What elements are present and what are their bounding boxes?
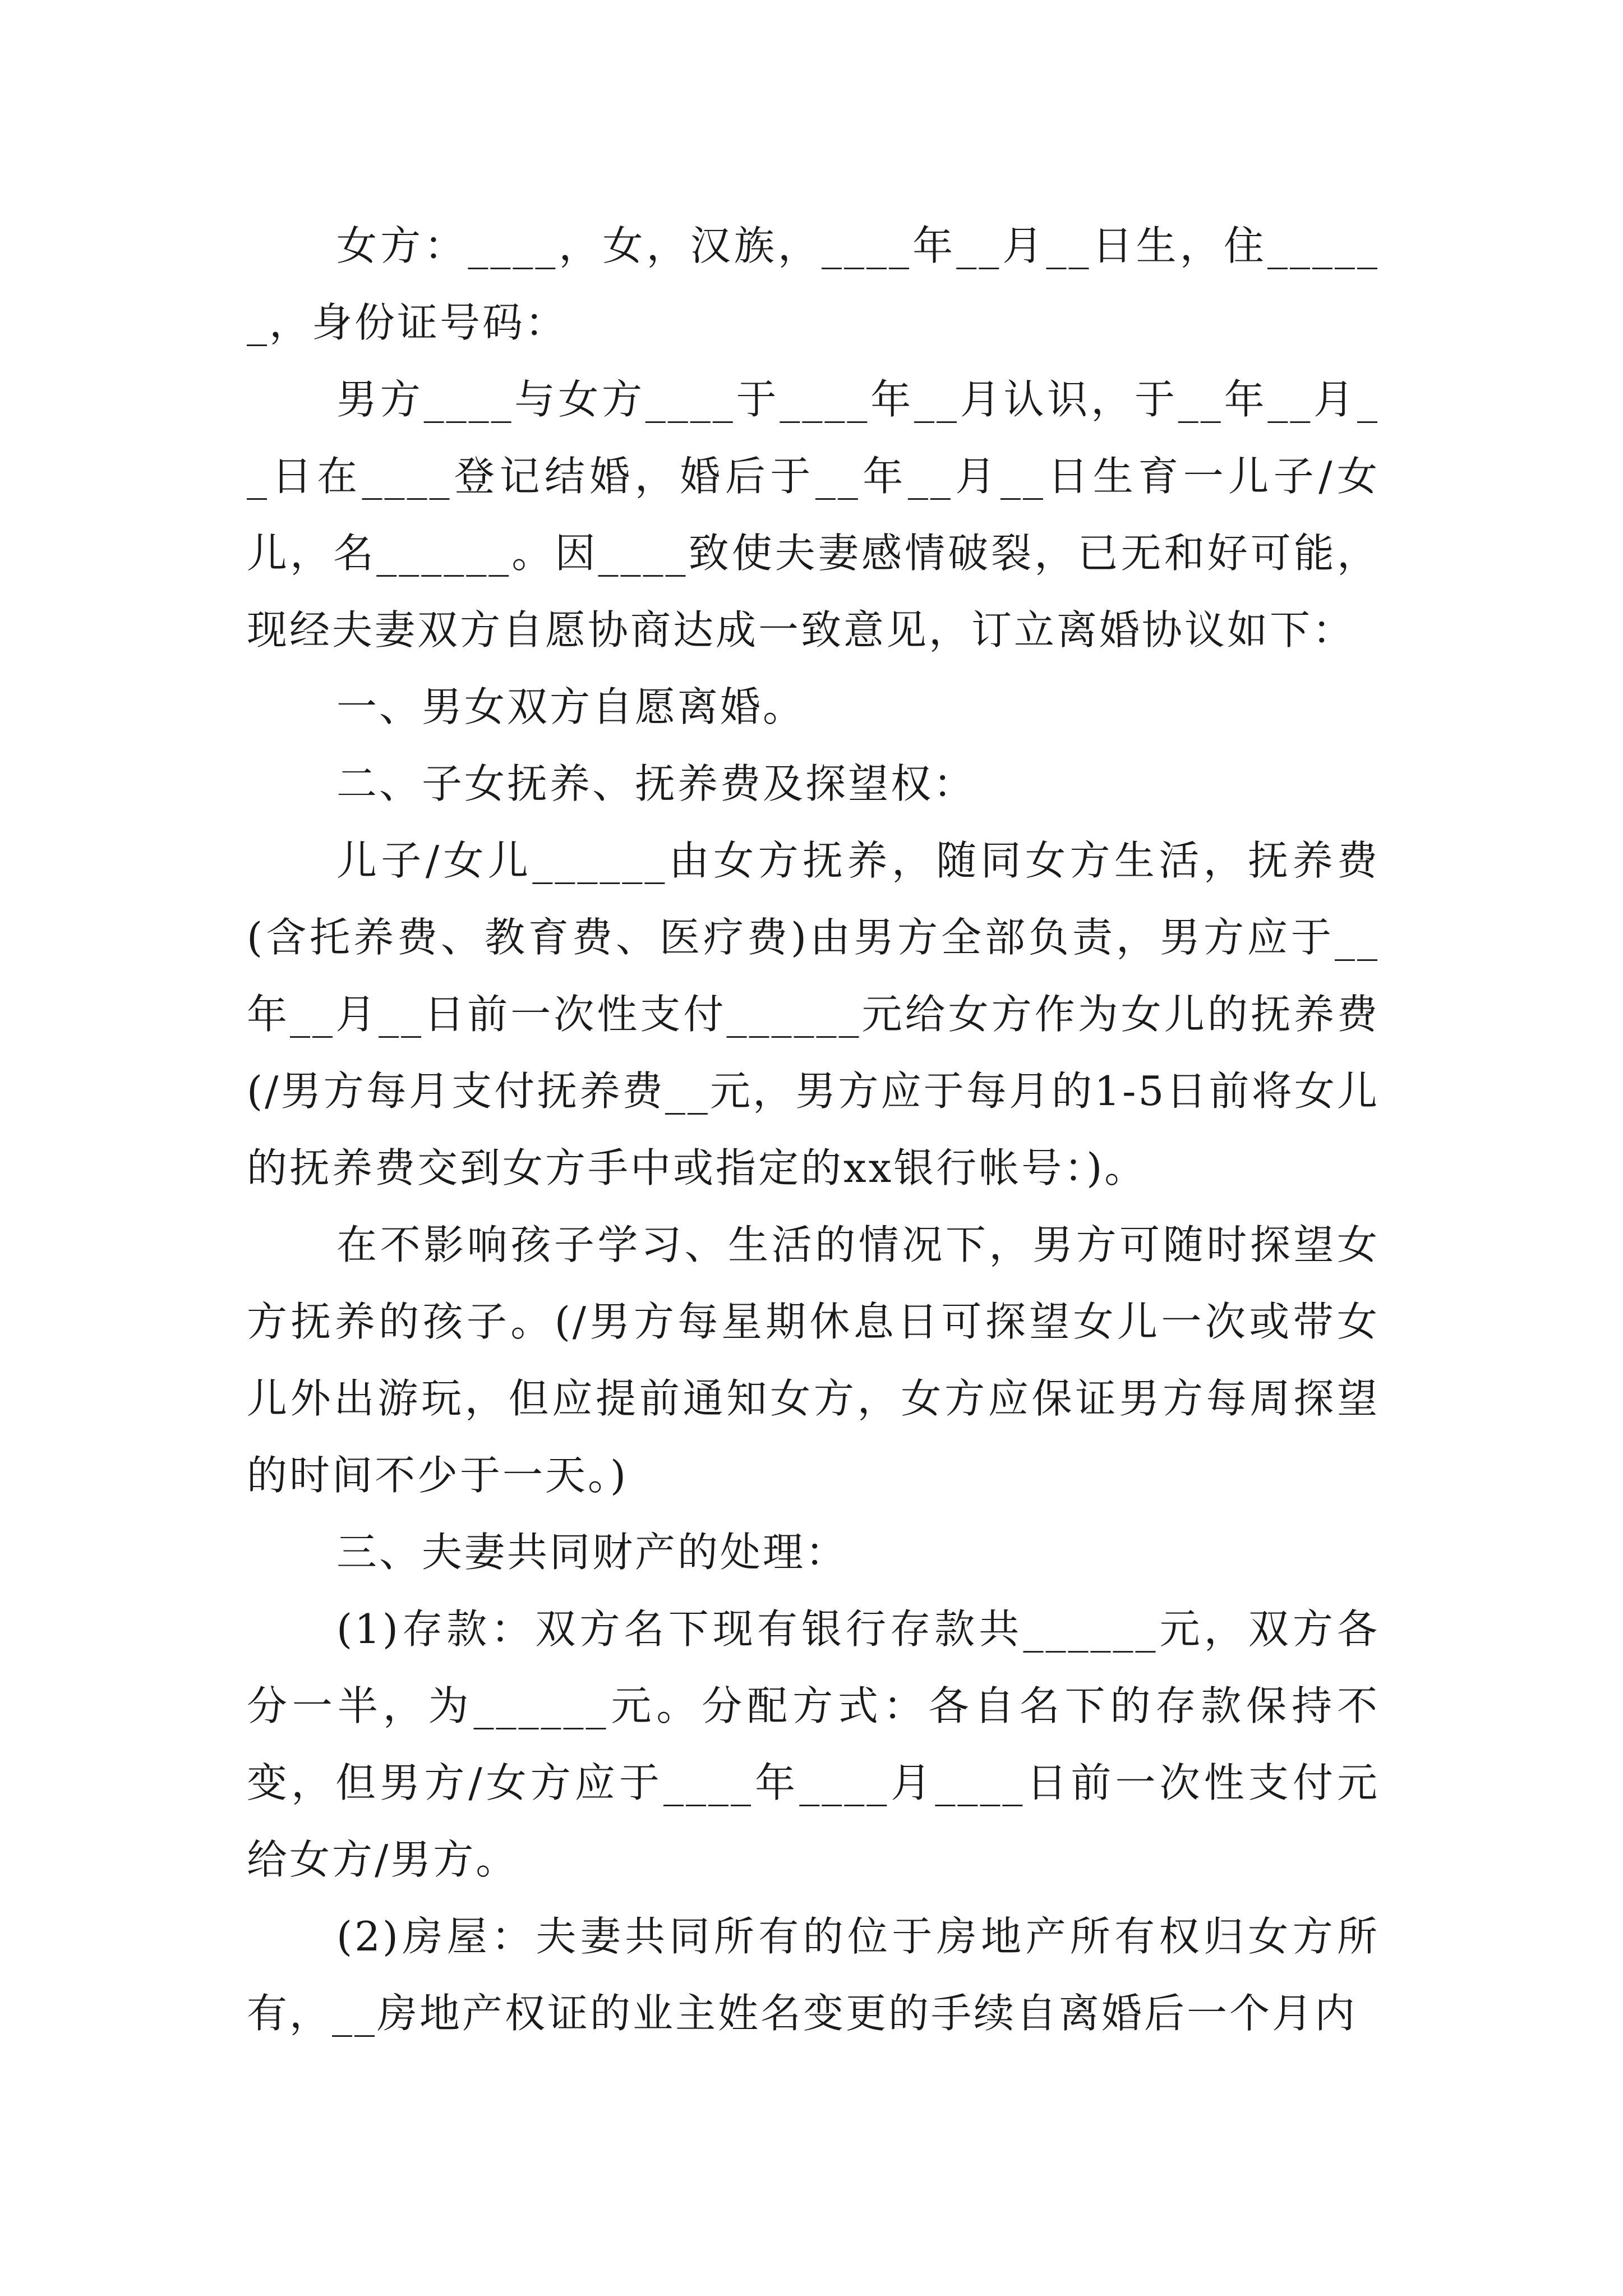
paragraph-parties-female: 女方：____，女，汉族，____年__月__日生，住______，身份证号码：	[247, 222, 1380, 346]
paragraph-house: (2)房屋：夫妻共同所有的位于房地产所有权归女方所有，__房地产权证的业主姓名变更的手续自离婚后一个月内	[247, 1913, 1380, 2037]
paragraph-clause-3-heading: 三、夫妻共同财产的处理：	[336, 1529, 849, 1576]
paragraph-savings: (1)存款：双方名下现有银行存款共______元，双方各分一半，为______元。分配方式：各自名下的存款保持不变，但男方/女方应于____年____月____日前一次性支付元给女方/男方。	[247, 1605, 1380, 1883]
paragraph-clause-1: 一、男女双方自愿离婚。	[336, 683, 806, 730]
paragraph-clause-2-heading: 二、子女抚养、抚养费及探望权：	[336, 760, 976, 807]
paragraph-child-support: 儿子/女儿______由女方抚养，随同女方生活，抚养费(含托养费、教育费、医疗费)由男方全部负责，男方应于__年__月__日前一次性支付______元给女方作为女儿的抚养费(/男方每月支付抚养费__元，男方应于每月的1-5日前将女儿的抚养费交到女方手中或指定的xx银行帐号：)。	[247, 837, 1380, 1191]
document-body	[247, 208, 1380, 2052]
paragraph-marriage-background: 男方____与女方____于____年__月认识，于__年__月__日在____登记结婚，婚后于__年__月__日生育一儿子/女儿，名______。因____致使夫妻感情破裂，已无和好可能，现经夫妻双方自愿协商达成一致意见，订立离婚协议如下：	[247, 376, 1380, 654]
paragraph-visitation: 在不影响孩子学习、生活的情况下，男方可随时探望女方抚养的孩子。(/男方每星期休息日可探望女儿一次或带女儿外出游玩，但应提前通知女方，女方应保证男方每周探望的时间不少于一天。)	[247, 1221, 1380, 1499]
